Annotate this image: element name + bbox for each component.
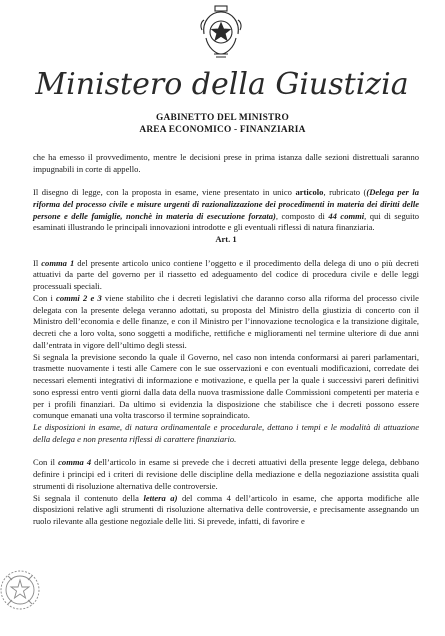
paragraph-1: che ha emesso il provvedimento, mentre le decisioni prese in prima istanza dalle sezioni distrettuali saranno impugnabili in corte di appello. [33, 152, 419, 174]
paragraph-7: Con il comma 4 dell’articolo in esame si prevede che i decreti attuativi della presente legge delega, debbano definire i principi ed i criteri di revisione delle discipline della mediazione e della negoziazione assistita quali strumenti di risoluzione alternativa delle controversie. [33, 457, 419, 491]
header-line-2: AREA ECONOMICO - FINANZIARIA [139, 125, 306, 135]
ministry-stamp-icon [0, 562, 44, 618]
italian-republic-emblem-icon [196, 4, 246, 60]
ministry-logo [35, 60, 409, 108]
article-title: Art. 1 [215, 234, 237, 245]
logo-text: Ministero della Giustizia [35, 67, 409, 102]
paragraph-6: Le disposizioni in esame, di natura ordinamentale e procedurale, dettano i tempi e le modalità di attuazione della delega e non presenta riflessi di carattere finanziario. [33, 422, 419, 444]
paragraph-2: Il disegno di legge, con la proposta in esame, viene presentato in unico articolo, rubricato ((Delega per la riforma del processo civile e misure urgenti di razionalizzazione dei procedimenti in materia dei diritti delle persone e delle famiglie, nonchè in materia di esecuzione forzata), composto di 44 commi, qui di seguito esaminati illustrando le principali innovazioni introdotte e gli eventuali riflessi di natura finanziaria. [33, 187, 420, 233]
paragraph-8: Si segnala il contenuto della lettera a) del comma 4 dell’articolo in esame, che apporta modifiche alle disposizioni relative agli strumenti di risoluzione alternativa delle controversie, e precisamente assegnando un ruolo rilevante alla gestione negoziale delle liti. Si prevede, infatti, di favorire e [33, 492, 419, 527]
paragraph-3: Il comma 1 del presente articolo unico contiene l’oggetto e il procedimento della delega di uno o più decreti attuativi da parte del governo per il riassetto ed adeguamento del codice di procedura civile e delle leggi processuali speciali. [33, 257, 419, 292]
paragraph-4: Con i commi 2 e 3 viene stabilito che i decreti legislativi che daranno corso alla riforma del processo civile delegata con la presente delega veranno adottati, su proposta del Ministro della giustizia di concerto con il Ministro dell’economia e delle finanze, e con il Ministro per l’innovazione tecnologica e la transizione digitale, decreti che a loro volta, sono soggetti a modifiche, rettifiche e miglioramenti nel termine ulteriore di due anni dall’entrata in vigore dell’ultimo degli stessi. [33, 292, 419, 350]
paragraph-5: Si segnala la previsione secondo la quale il Governo, nel caso non intenda conformarsi ai pareri parlamentari, trasmette nuovamente i testi alle Camere con le sue osservazioni e con eventuali modificazioni, corredate dei necessari elementi integrativi di informazione e motivazione, e quella per la quale i successivi pareri definitivi sono espressi entro venti giorni dalla data della nuova trasmissione dalle Commissioni competenti per materia e per i profili finanziari. Da ultimo si evidenzia la disposizione che stabilisce che i decreti possono essere comunque emanati una volta trascorso il termine sopraindicato. [33, 351, 419, 421]
header-line-1: GABINETTO DEL MINISTRO [156, 113, 289, 123]
document-body [33, 152, 419, 528]
